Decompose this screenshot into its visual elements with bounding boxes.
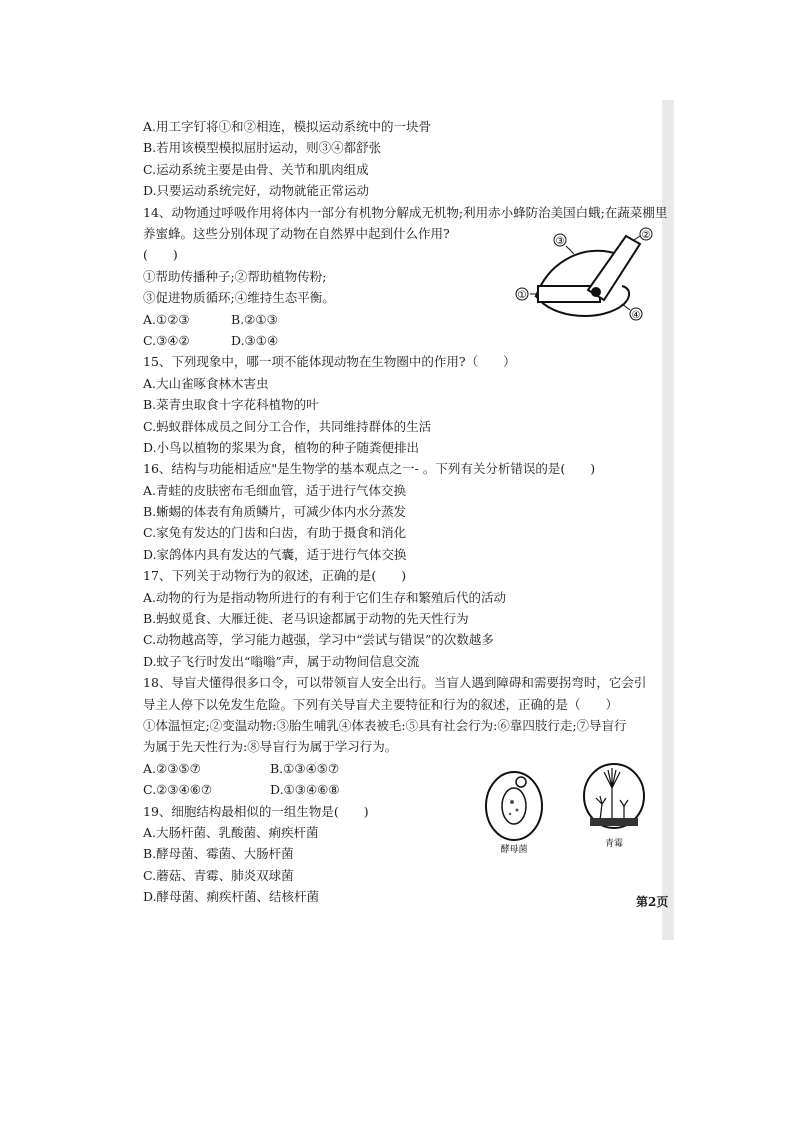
q13-option-c: C.运动系统主要是由骨、关节和肌肉组成 xyxy=(143,161,369,177)
q19-stem: 19、细胞结构最相似的一组生物是( ) xyxy=(143,803,369,819)
joint-pin-icon xyxy=(591,287,601,297)
q18-stem-1: 18、导盲犬懂得很多口令，可以带领盲人安全出行。当盲人遇到障碍和需要拐弯时，它会引 xyxy=(143,675,647,691)
q14-option-d: D.③①④ xyxy=(231,332,279,348)
q16-option-a: A.青蛙的皮肤密布毛细血管，适于进行气体交换 xyxy=(143,482,407,498)
q16-option-b: B.蜥蜴的体表有角质鳞片，可减少体内水分蒸发 xyxy=(143,504,407,520)
q13-option-a: A.用工字钉将①和②相连，模拟运动系统中的一块骨 xyxy=(143,119,432,134)
q17-option-c: C.动物越高等，学习能力越强，学习中“尝试与错误”的次数越多 xyxy=(143,632,494,648)
q18-option-c: C.②③④⑥⑦ xyxy=(143,782,213,798)
q19-option-a: A.大肠杆菌、乳酸菌、痢疾杆菌 xyxy=(143,824,319,840)
q17-option-b: B.蚂蚁觅食、大雁迁徙、老马识途都属于动物的先天性行为 xyxy=(143,611,469,627)
page-number: 第2页 xyxy=(636,895,669,909)
q14-items-2: ③促进物质循环;④维持生态平衡。 xyxy=(143,290,335,306)
q17-option-a: A.动物的行为是指动物所进行的有利于它们生存和繁殖后代的活动 xyxy=(143,589,507,605)
figure-label-4: ④ xyxy=(631,310,641,321)
penicillium-label: 青霉 xyxy=(604,839,624,849)
q16-option-d: D.家鸽体内具有发达的气囊，适于进行气体交换 xyxy=(143,546,407,562)
q17-stem: 17、下列关于动物行为的叙述，正确的是( ) xyxy=(143,568,407,584)
q14-option-a: A.①②③ xyxy=(143,311,190,327)
q14-options-row-2 xyxy=(143,330,673,351)
q13-option-b: B.若用该模型模拟屈肘运动，则③④都舒张 xyxy=(143,140,382,156)
q17-option-d: D.蚊子飞行时发出“嗡嗡”声，属于动物间信息交流 xyxy=(143,653,420,669)
figure-label-1: ① xyxy=(517,290,527,301)
q13-option-d: D.只要运动系统完好，动物就能正常运动 xyxy=(143,183,370,199)
figure-label-2: ② xyxy=(641,230,651,241)
q16-stem: 16、结构与功能相适应"是生物学的基本观点之一- 。下列有关分析错误的是( ) xyxy=(143,461,596,477)
q18-option-a: A.②③⑤⑦ xyxy=(143,760,201,776)
yeast-cell-icon xyxy=(502,788,526,824)
yeast-label: 酵母菌 xyxy=(500,845,528,855)
q18-items-1: ①体温恒定;②变温动物:③胎生哺乳④体表被毛:⑤具有社会行为:⑥靠四肢行走;⑦导盲行 xyxy=(143,717,627,733)
q15-option-d: D.小鸟以植物的浆果为食，植物的种子随粪便排出 xyxy=(143,439,420,455)
q15-option-c: C.蚂蚁群体成员之间分工合作，共同维持群体的生活 xyxy=(143,418,432,434)
q18-stem-2: 导主人停下以免发生危险。下列有关导盲犬主要特征和行为的叙述，正确的是（ ） xyxy=(143,696,619,712)
q19-option-d: D.酵母菌、痢疾杆菌、结核杆菌 xyxy=(143,889,320,905)
q14-answer-paren: ( ) xyxy=(143,247,178,263)
q18-option-d: D.①③④⑥⑧ xyxy=(270,782,340,798)
figure-label-3: ③ xyxy=(555,236,565,247)
q14-items-1: ①帮助传播种子;②帮助植物传粉; xyxy=(143,268,327,284)
q19-option-c: C.蘑菇、青霉、肺炎双球菌 xyxy=(143,867,294,883)
q14-option-c: C.③④② xyxy=(143,332,190,348)
joint-model-figure xyxy=(508,224,658,324)
q15-option-a: A.大山雀啄食林木害虫 xyxy=(143,375,269,391)
q19-option-b: B.酵母菌、霉菌、大肠杆菌 xyxy=(143,846,294,862)
microbe-figure xyxy=(482,760,657,860)
q15-option-b: B.菜青虫取食十字花科植物的叶 xyxy=(143,397,319,413)
q18-items-2: 为属于先天性行为:⑧导盲行为属于学习行为。 xyxy=(143,739,398,755)
q14-stem: 14、动物通过呼吸作用将体内一部分有机物分解成无机物;利用赤小蜂防治美国白蛾;在蔬菜棚里养蜜蜂。这些分别体现了动物在自然界中起到什么作用? xyxy=(143,204,668,241)
penicillium-substrate xyxy=(590,818,638,826)
q18-option-b: B.①③④⑤⑦ xyxy=(270,760,340,776)
q15-stem: 15、下列现象中，哪一项不能体现动物在生物圈中的作用?（ ） xyxy=(143,354,516,370)
q14-option-b: B.②①③ xyxy=(231,311,278,327)
q16-option-c: C.家兔有发达的门齿和臼齿，有助于摄食和消化 xyxy=(143,525,407,541)
